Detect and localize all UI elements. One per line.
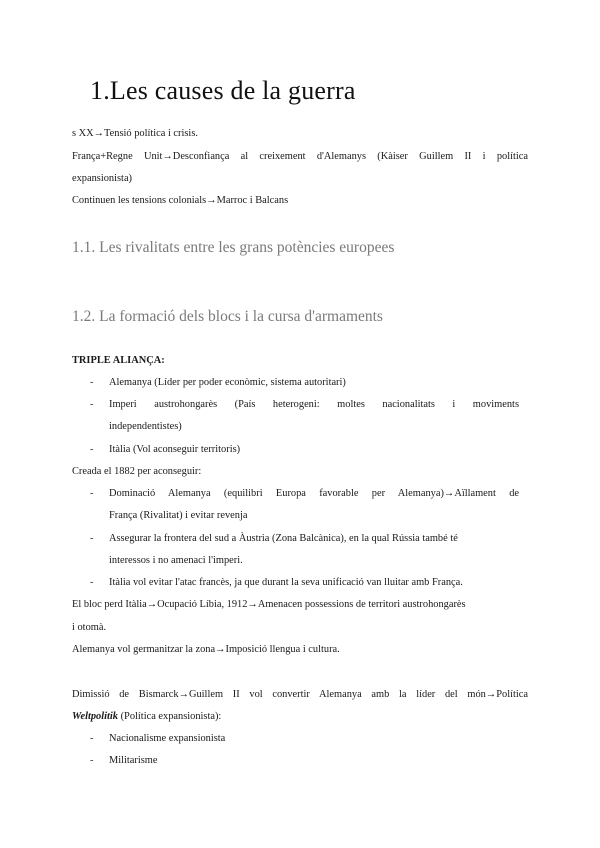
list-item-text: Nacionalisme expansionista bbox=[109, 733, 226, 744]
creada-line: Creada el 1882 per aconseguir: bbox=[72, 466, 202, 477]
section-heading-1-2: 1.2. La formació dels blocs i la cursa d'armaments bbox=[72, 308, 383, 325]
weltpolitik-line bbox=[72, 706, 528, 728]
list-item-text: Alemanya (Líder per poder econòmic, sistema autoritari) bbox=[109, 377, 346, 388]
bloc-line-2: i otomà. bbox=[72, 622, 107, 633]
list-dash: - bbox=[90, 733, 94, 744]
list-item-text: independentistes) bbox=[109, 421, 182, 432]
intro-line-1: s XX→Tensió política i crisis. bbox=[72, 128, 198, 139]
germanitzar-line: Alemanya vol germanitzar la zona→Imposició llengua i cultura. bbox=[72, 644, 340, 655]
list-item-text: interessos i no amenaci l'imperi. bbox=[109, 555, 243, 566]
section-heading-1-1: 1.1. Les rivalitats entre les grans potències europees bbox=[72, 239, 395, 256]
dimissio-line: Dimissió de Bismarck→Guillem II vol convertir Alemanya amb la líder del món→Política bbox=[72, 689, 528, 700]
list-item-text: França (Rivalitat) i evitar revenja bbox=[109, 510, 248, 521]
list-dash: - bbox=[90, 399, 94, 410]
triple-alianca-heading: TRIPLE ALIANÇA: bbox=[72, 355, 165, 366]
bloc-line-1: El bloc perd Itàlia→Ocupació Líbia, 1912→Amenacen possessions de territori austrohongarès bbox=[72, 599, 466, 610]
list-item-text: Dominació Alemanya (equilibri Europa favorable per Alemanya)→Aïllament de bbox=[109, 488, 519, 499]
list-item-text: Militarisme bbox=[109, 755, 158, 766]
intro-line-4: Continuen les tensions colonials→Marroc i Balcans bbox=[72, 195, 289, 206]
intro-line-2: França+Regne Unit→Desconfiança al creixement d'Alemanys (Kàiser Guillem II i política bbox=[72, 151, 528, 162]
list-dash: - bbox=[90, 577, 94, 588]
list-item-text: Imperi austrohongarès (País heterogeni: moltes nacionalitats i moviments bbox=[109, 399, 519, 410]
list-dash: - bbox=[90, 488, 94, 499]
list-dash: - bbox=[90, 444, 94, 455]
weltpolitik-term: Weltpolitik bbox=[72, 711, 118, 722]
list-item-text: Assegurar la frontera del sud a Àustria (Zona Balcànica), en la qual Rússia també té bbox=[109, 533, 458, 544]
list-item-text: Itàlia (Vol aconseguir territoris) bbox=[109, 444, 241, 455]
list-dash: - bbox=[90, 377, 94, 388]
list-dash: - bbox=[90, 533, 94, 544]
weltpolitik-rest: (Política expansionista): bbox=[118, 711, 222, 722]
page-title: 1.Les causes de la guerra bbox=[90, 76, 356, 105]
intro-line-3: expansionista) bbox=[72, 173, 133, 184]
list-dash: - bbox=[90, 755, 94, 766]
list-item-text: Itàlia vol evitar l'atac francès, ja que durant la seva unificació van lluitar amb França. bbox=[109, 577, 463, 588]
